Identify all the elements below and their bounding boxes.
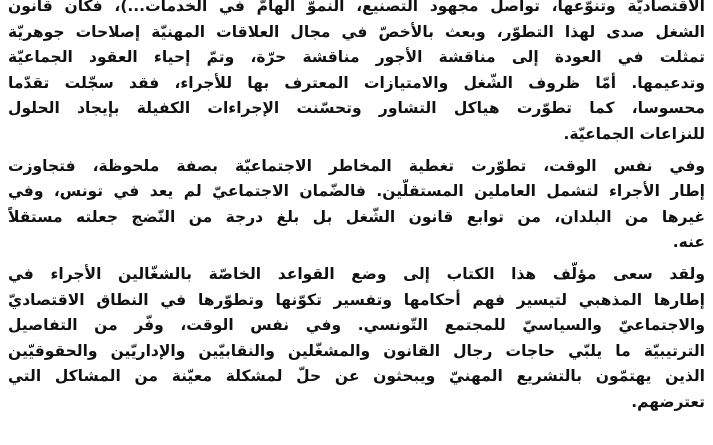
paragraph-social-security — [8, 154, 705, 256]
paragraph-labor-law-reforms — [8, 0, 705, 148]
text-line: الشغل صدى لهذا التطوّر، وبعث بالأخصّ في مجال العلاقات المهنيّة إصلاحات جوهريّة — [8, 22, 705, 41]
text-line: عنه. — [672, 233, 705, 252]
text-line: الاقتصاديّة وتنوّعها، تواصل مجهود التصنيع، النموّ الهامّ في الخدمات...)، فكان قانون — [8, 0, 705, 15]
paragraph-book-purpose — [8, 262, 705, 416]
text-line: تمثلت في العودة إلى مناقشة الأجور مناقشة حرّة، وتمّ إحياء العقود الجماعيّة — [8, 48, 705, 67]
text-line: وفي نفس الوقت، تطوّرت تغطية المخاطر الاجتماعيّة بصفة ملحوظة، فتجاوزت — [8, 156, 705, 175]
text-line: محسوسا، كما تطوّرت هياكل التشاور وتحسّنت الإجراءات الكفيلة بإيجاد الحلول — [8, 99, 705, 118]
text-line: والاجتماعيّ والسياسيّ للمجتمع التّونسي. وفي نفس الوقت، وفّر من التفاصيل — [8, 316, 705, 335]
text-line: إطار الأجراء لتشمل العاملين المستقلّين. فالضّمان الاجتماعيّ لم يعد في تونس، وفي — [8, 182, 705, 201]
text-line: إطارها المذهبي لتيسير فهم أحكامها وتفسير تكوّنها وتطوّرها في النطاق الاقتصاديّ — [8, 290, 705, 309]
text-line: للنزاعات الجماعيّة. — [563, 124, 705, 143]
text-line: الذين يهتمّون بالتشريع المهنيّ ويبحثون عن حلّ لمشكلة معيّنة من المشاكل التي — [8, 367, 705, 386]
text-line: الترتيبيّة ما يلبّي حاجات رجال القانون والمشغّلين والنقابيّين والإداريّين والحقوقيّين — [8, 341, 705, 360]
text-line: وتدعيمها. أمّا ظروف الشّغل والامتيازات المعترف بها للأجراء، فقد سجّلت تقدّما — [8, 73, 705, 92]
text-line: غيرها من البلدان، من توابع قانون الشّغل بل بلغ درجة من النّضج جعلته مستقلاً — [8, 207, 705, 226]
text-line: تعترضهم. — [631, 392, 705, 411]
text-line: ولقد سعى مؤلّف هذا الكتاب إلى وضع القواعد الخاصّة بالشغّالين الأجراء في — [8, 264, 705, 283]
